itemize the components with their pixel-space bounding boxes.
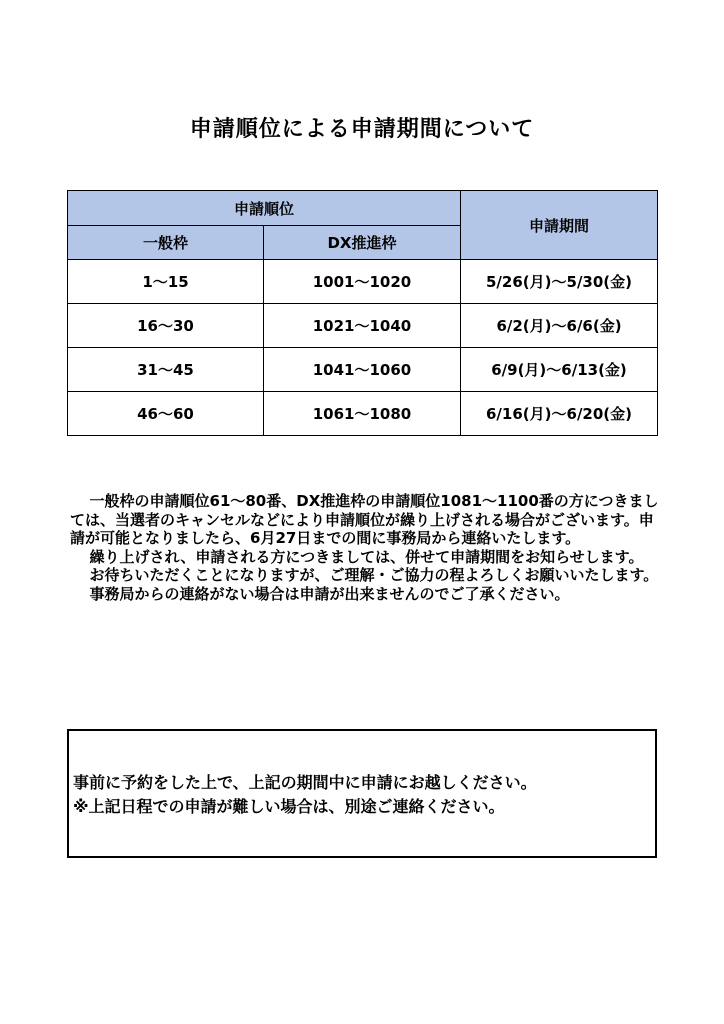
table-row xyxy=(68,260,658,304)
cell-dx: 1001～1020 xyxy=(264,260,461,304)
note-paragraph: 事務局からの連絡がない場合は申請が出来ませんのでご了承ください。 xyxy=(89,584,570,603)
cell-period: 6/9(月)～6/13(金) xyxy=(461,348,658,392)
note-paragraph: 繰り上げされ、申請される方につきましては、併せて申請期間をお知らせします。 xyxy=(89,547,644,566)
cell-general: 1～15 xyxy=(68,260,264,304)
cell-general: 16～30 xyxy=(68,304,264,348)
note-paragraph: お待ちいただくことになりますが、ご理解・ご協力の程よろしくお願いいたします。 xyxy=(89,566,659,584)
notice-box xyxy=(67,729,657,858)
note-paragraph: 一般枠の申請順位61～80番、DX推進枠の申請順位1081～1100番の方につきましては、当選者のキャンセルなどにより申請順位が繰り上げされる場合がございます。申請が可能となりましたら、6月27日までの間に事務局から連絡いたします。 xyxy=(70,492,659,547)
header-general: 一般枠 xyxy=(68,226,264,260)
table-row xyxy=(68,392,658,436)
header-dx: DX推進枠 xyxy=(264,226,461,260)
cell-period: 6/16(月)～6/20(金) xyxy=(461,392,658,436)
table-row xyxy=(68,304,658,348)
cell-dx: 1041～1060 xyxy=(264,348,461,392)
cell-period: 5/26(月)～5/30(金) xyxy=(461,260,658,304)
cell-general: 31～45 xyxy=(68,348,264,392)
page-title: 申請順位による申請期間について xyxy=(189,117,535,142)
notes xyxy=(70,492,660,603)
schedule-table xyxy=(67,190,658,436)
cell-general: 46～60 xyxy=(68,392,264,436)
cell-dx: 1021～1040 xyxy=(264,304,461,348)
header-application-order: 申請順位 xyxy=(68,191,461,226)
cell-dx: 1061～1080 xyxy=(264,392,461,436)
table-row xyxy=(68,348,658,392)
table-header-row xyxy=(68,191,658,226)
notice-line: ※上記日程での申請が難しい場合は、別途ご連絡ください。 xyxy=(73,797,505,816)
notice-line: 事前に予約をした上で、上記の期間中に申請にお越しください。 xyxy=(73,773,537,792)
cell-period: 6/2(月)～6/6(金) xyxy=(461,304,658,348)
header-application-period: 申請期間 xyxy=(461,191,658,260)
